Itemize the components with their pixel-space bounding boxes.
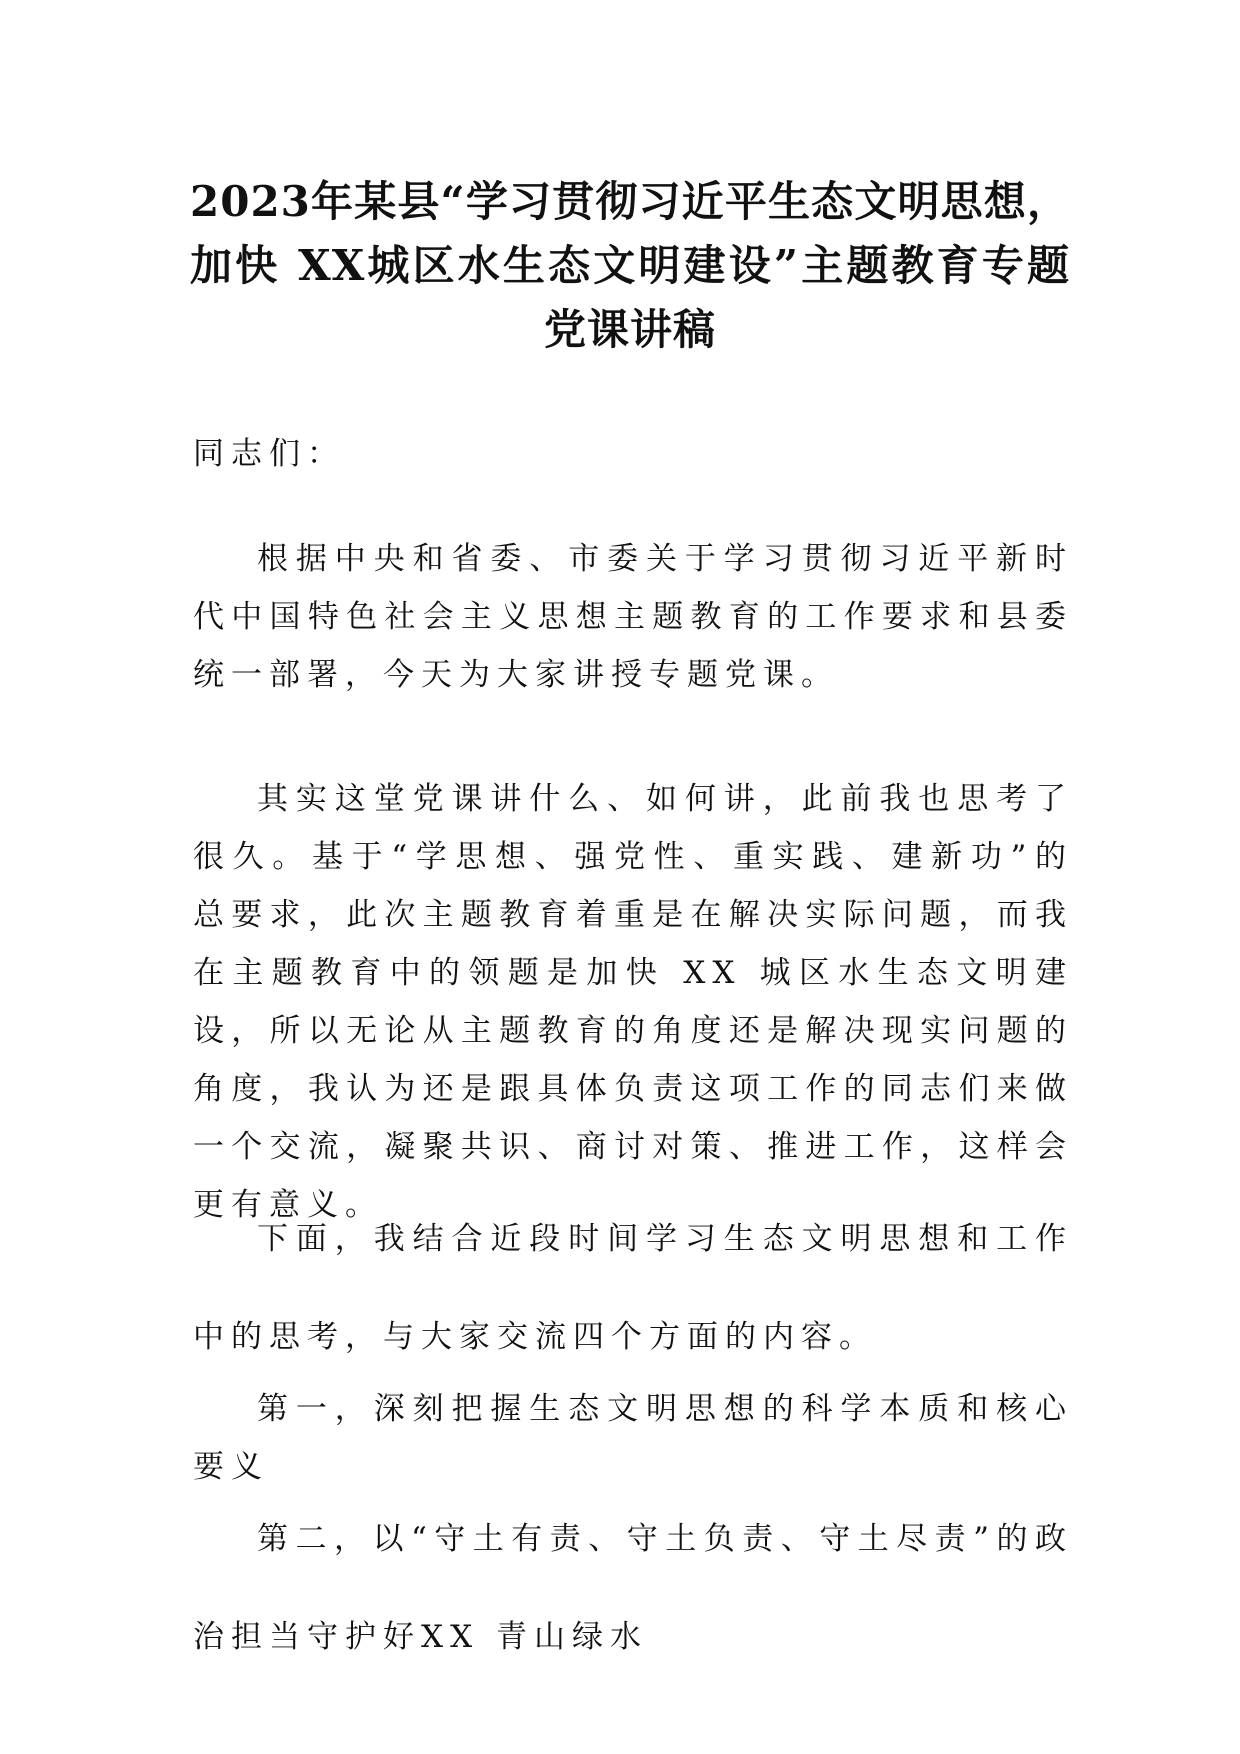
paragraph-reflection: 其实这堂党课讲什么、如何讲，此前我也思考了很久。基于“学思想、强党性、重实践、建新功”的总要求，此次主题教育着重是在解决实际问题，而我在主题教育中的领题是加快 XX 城区水生态文明建设，所以无论从主题教育的角度还是解决现实问题的角度，我认为还是跟具体负责这项工作的同志们来做一个交流，凝聚共识、商讨对策、推进工作，这样会更有意义。 bbox=[193, 781, 1073, 1223]
document-title: 2023年某县“学习贯彻习近平生态文明思想，加快 XX城区水生态文明建设”主题教育专题党课讲稿 bbox=[190, 177, 1070, 354]
paragraph-outline: 下面，我结合近段时间学习生态文明思想和工作中的思考，与大家交流四个方面的内容。 bbox=[193, 1221, 1073, 1355]
section-heading-1: 第一，深刻把握生态文明思想的科学本质和核心要义 bbox=[193, 1391, 1073, 1485]
salutation: 同志们： bbox=[193, 436, 345, 472]
section-heading-2: 第二，以“守土有责、守土负责、守土尽责”的政治担当守护好XX 青山绿水 bbox=[193, 1521, 1073, 1655]
paragraph-intro: 根据中央和省委、市委关于学习贯彻习近平新时代中国特色社会主义思想主题教育的工作要求和县委统一部署，今天为大家讲授专题党课。 bbox=[193, 541, 1073, 693]
